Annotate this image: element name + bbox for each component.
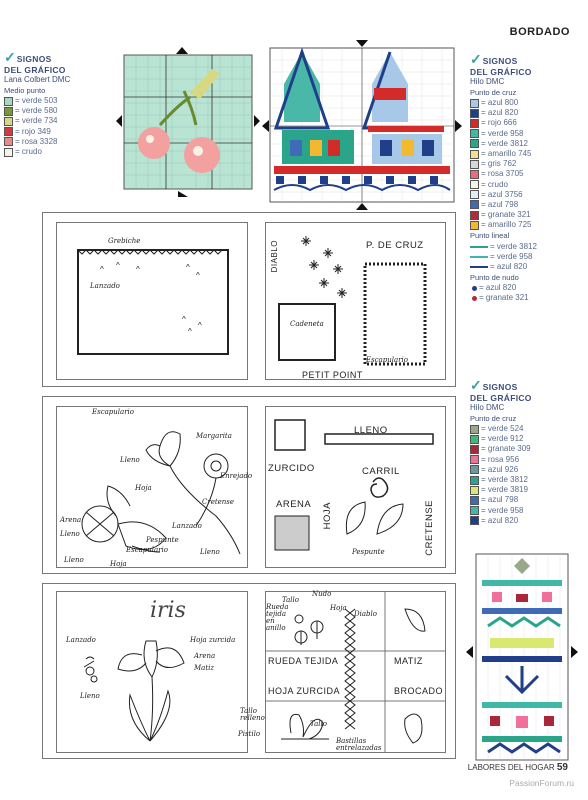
label-hoja-zurcida: Hoja zurcida — [190, 636, 236, 644]
legend2-cross-item — [470, 190, 586, 200]
legend-brand: Hilo DMC — [470, 403, 505, 412]
label-bastillas: Bastillas entrelazadas — [336, 737, 382, 752]
legend2-cross-item — [470, 118, 586, 128]
label-lleno-3: Lleno — [200, 548, 220, 556]
section-title: BORDADO — [509, 26, 570, 38]
caption-matiz: MATIZ — [394, 656, 423, 666]
legend2-cross-item — [470, 180, 586, 190]
label-cretense: Cretense — [202, 498, 235, 506]
legend3-items-label: = azul 798 — [481, 495, 519, 505]
page-number: 59 — [556, 762, 568, 773]
color-swatch — [470, 99, 479, 108]
legend-thread-2 — [470, 377, 586, 526]
color-swatch — [470, 465, 479, 474]
color-swatch — [470, 160, 479, 169]
legend2-cross-item — [470, 169, 586, 179]
legend2-cross-item — [470, 200, 586, 210]
legend1-items-item — [4, 106, 104, 116]
legend3-items-item — [470, 516, 586, 526]
caption-zurcido: ZURCIDO — [268, 463, 315, 474]
color-swatch — [470, 455, 479, 464]
legend2-cross-item — [470, 159, 586, 169]
label-enrejado: Enrejado — [220, 472, 253, 480]
label-lleno: Lleno — [80, 692, 100, 700]
color-swatch — [4, 107, 13, 116]
check-icon: ✓ — [470, 377, 482, 393]
legend2-lines-item — [470, 252, 586, 262]
color-swatch — [470, 476, 479, 485]
legend2-cross-item — [470, 210, 586, 220]
svg-text:^: ^ — [186, 263, 190, 272]
legend-brand: Lana Colbert DMC — [4, 75, 71, 84]
line-swatch — [470, 266, 488, 268]
legend-title-2: DEL GRÁFICO — [470, 67, 532, 77]
label-lleno: Lleno — [120, 456, 140, 464]
legend2-cross-label: = gris 762 — [481, 159, 517, 169]
svg-text:^: ^ — [196, 271, 200, 280]
legend1-items-item — [4, 116, 104, 126]
label-arena: Arena — [60, 516, 82, 524]
border-chart — [466, 552, 578, 762]
legend1-items-label: = rosa 3328 — [15, 136, 58, 146]
legend1-items-label: = verde 503 — [15, 96, 58, 106]
legend2-cross-item — [470, 149, 586, 159]
caption-cretense: CRETENSE — [424, 500, 435, 556]
color-swatch — [4, 117, 13, 126]
legend-title-2: DEL GRÁFICO — [470, 393, 532, 403]
color-swatch — [470, 506, 479, 515]
caption-brocado: BROCADO — [394, 686, 444, 696]
legend2-lines-label: = azul 820 — [490, 261, 528, 271]
legend3-items-label: = granate 309 — [481, 444, 531, 454]
color-swatch — [4, 148, 13, 157]
legend-brand: Hilo DMC — [470, 77, 505, 86]
label-escapulario: Escapulario — [92, 408, 134, 416]
label-lleno-4: Lleno — [64, 556, 84, 564]
caption-rueda-tejida: RUEDA TEJIDA — [268, 656, 339, 666]
legend1-items-label: = rojo 349 — [15, 126, 51, 136]
legend-wool — [4, 49, 104, 157]
label-margarita: Margarita — [196, 432, 232, 440]
legend2-cross-item — [470, 139, 586, 149]
watermark: PassionForum.ru — [509, 778, 574, 788]
legend2-cross-label: = verde 3812 — [481, 138, 528, 148]
legend2-cross-item — [470, 220, 586, 230]
legend2-cross-label: = azul 820 — [481, 108, 519, 118]
svg-text:^: ^ — [198, 321, 202, 330]
legend3-items-label: = verde 524 — [481, 424, 524, 434]
legend2-cross-item — [470, 129, 586, 139]
color-swatch — [470, 445, 479, 454]
legend3-items-item — [470, 465, 586, 475]
label-rueda-tejida-anillo: Rueda tejida en anillo — [266, 603, 289, 632]
legend-technique: Medio punto — [4, 86, 46, 95]
footer — [468, 762, 568, 773]
magazine-name: LABORES DEL HOGAR — [467, 763, 555, 772]
label-lanzado: Lanzado — [90, 282, 120, 290]
legend1-items-item — [4, 96, 104, 106]
legend2-cross-label: = rosa 3705 — [481, 169, 524, 179]
legend3-items-label: = verde 912 — [481, 434, 524, 444]
color-swatch — [470, 211, 479, 220]
legend3-items-label: = verde 3812 — [481, 475, 528, 485]
color-swatch — [470, 109, 479, 118]
label-lanzado: Lanzado — [172, 522, 202, 530]
caption-carril: CARRIL — [362, 466, 400, 477]
legend-knot-title: Punto de nudo — [470, 273, 519, 282]
legend2-lines-item — [470, 241, 586, 251]
legend2-cross-label: = rojo 666 — [481, 118, 517, 128]
legend-cross-title: Punto de cruz — [470, 414, 517, 423]
label-hoja-2: Hoja — [110, 560, 127, 568]
legend1-items-item — [4, 127, 104, 137]
caption-petit-point: PETIT POINT — [302, 370, 363, 380]
legend2-lines-item — [470, 262, 586, 272]
legend3-items-item — [470, 475, 586, 485]
legend1-items-item — [4, 137, 104, 147]
grebiche-frame — [56, 222, 248, 380]
legend3-items-item — [470, 506, 586, 516]
legend-thread — [470, 51, 586, 303]
label-cadeneta: Cadeneta — [290, 320, 324, 328]
color-swatch — [470, 129, 479, 138]
label-pespunte: Pespunte — [146, 536, 179, 544]
caption-p-de-cruz: P. DE CRUZ — [366, 240, 424, 251]
legend1-items-label: = verde 580 — [15, 106, 58, 116]
legend2-cross-label: = amarillo 745 — [481, 149, 532, 159]
color-swatch — [4, 97, 13, 106]
label-arena: Arena — [194, 652, 216, 660]
label-diablo: Diablo — [354, 610, 377, 618]
color-swatch — [470, 170, 479, 179]
label-escapulario: Escapulario — [366, 356, 408, 364]
legend2-cross-label: = crudo — [481, 179, 508, 189]
iris-title: iris — [150, 598, 186, 623]
legend2-lines-label: = verde 958 — [490, 251, 533, 261]
color-swatch — [470, 119, 479, 128]
legend3-items-item — [470, 455, 586, 465]
caption-hoja-zurcida: HOJA ZURCIDA — [268, 686, 341, 696]
legend3-items-item — [470, 495, 586, 505]
legend2-cross-label: = verde 958 — [481, 128, 524, 138]
label-tallo: Tallo — [282, 596, 299, 604]
legend2-cross-label: = amarillo 725 — [481, 220, 532, 230]
svg-text:^: ^ — [100, 265, 104, 274]
svg-text:^: ^ — [182, 315, 186, 324]
legend2-knots-item — [470, 283, 586, 293]
legend3-items-label: = azul 926 — [481, 464, 519, 474]
legend2-cross-label: = azul 798 — [481, 199, 519, 209]
check-icon: ✓ — [4, 49, 16, 65]
legend3-items-item — [470, 444, 586, 454]
check-icon: ✓ — [470, 51, 482, 67]
legend3-items-label: = verde 3819 — [481, 485, 528, 495]
color-swatch — [470, 180, 479, 189]
label-pistilo: Pistilo — [238, 730, 261, 738]
line-swatch — [470, 256, 488, 258]
color-swatch — [470, 139, 479, 148]
stitch-samples-1 — [265, 222, 446, 380]
color-swatch — [470, 190, 479, 199]
caption-lleno: LLENO — [354, 425, 388, 436]
legend2-cross-label: = granate 321 — [481, 210, 531, 220]
label-escapulario-2: Escapulario — [126, 546, 168, 554]
legend3-items-item — [470, 485, 586, 495]
color-swatch — [470, 435, 479, 444]
legend-title: SIGNOS — [16, 54, 52, 64]
label-nudo: Nudo — [312, 590, 332, 598]
legend-cross-title: Punto de cruz — [470, 88, 517, 97]
knot-swatch — [472, 296, 477, 301]
label-tallo-relleno: Tallo relleno — [240, 707, 265, 722]
legend-title-2: DEL GRÁFICO — [4, 65, 66, 75]
label-lleno-2: Lleno — [60, 530, 80, 538]
label-pespunte-2: Pespunte — [352, 548, 385, 556]
color-swatch — [470, 516, 479, 525]
legend2-cross-item — [470, 98, 586, 108]
cherry-chart — [116, 47, 260, 197]
label-lanzado: Lanzado — [66, 636, 96, 644]
label-tallo-2: Tallo — [310, 720, 327, 728]
caption-arena: ARENA — [276, 499, 312, 510]
caption-hoja: HOJA — [322, 502, 333, 530]
svg-text:^: ^ — [136, 265, 140, 274]
color-swatch — [470, 486, 479, 495]
color-swatch — [4, 127, 13, 136]
label-hoja-3: Hoja — [330, 604, 347, 612]
label-matiz: Matiz — [194, 664, 215, 672]
color-swatch — [470, 150, 479, 159]
color-swatch — [470, 425, 479, 434]
color-swatch — [4, 137, 13, 146]
knot-swatch — [472, 286, 477, 291]
legend1-items-label: = crudo — [15, 147, 42, 157]
legend2-knots-label: = granate 321 — [479, 293, 529, 303]
legend2-knots-label: = azul 820 — [479, 283, 517, 293]
iris-drawing — [56, 591, 248, 753]
legend1-items-item — [4, 147, 104, 157]
label-grebiche: Grebiche — [108, 237, 141, 245]
houses-chart — [262, 40, 462, 210]
legend3-items-item — [470, 434, 586, 444]
legend3-items-label: = rosa 956 — [481, 454, 520, 464]
legend2-cross-item — [470, 108, 586, 118]
legend3-items-label: = azul 820 — [481, 515, 519, 525]
legend2-knots-item — [470, 293, 586, 303]
color-swatch — [470, 221, 479, 230]
legend2-lines-label: = verde 3812 — [490, 241, 537, 251]
svg-text:^: ^ — [116, 261, 120, 270]
legend2-cross-label: = azul 3756 — [481, 189, 523, 199]
legend-title: SIGNOS — [482, 382, 518, 392]
color-swatch — [470, 496, 479, 505]
label-hoja: Hoja — [135, 484, 152, 492]
legend-title: SIGNOS — [482, 56, 518, 66]
legend1-items-label: = verde 734 — [15, 116, 58, 126]
color-swatch — [470, 200, 479, 209]
legend2-cross-label: = azul 800 — [481, 98, 519, 108]
svg-text:^: ^ — [188, 327, 192, 336]
caption-diablo: DIABLO — [270, 240, 279, 273]
legend3-items-item — [470, 424, 586, 434]
line-swatch — [470, 246, 488, 248]
legend-line-title: Punto lineal — [470, 231, 510, 241]
legend3-items-label: = verde 958 — [481, 505, 524, 515]
